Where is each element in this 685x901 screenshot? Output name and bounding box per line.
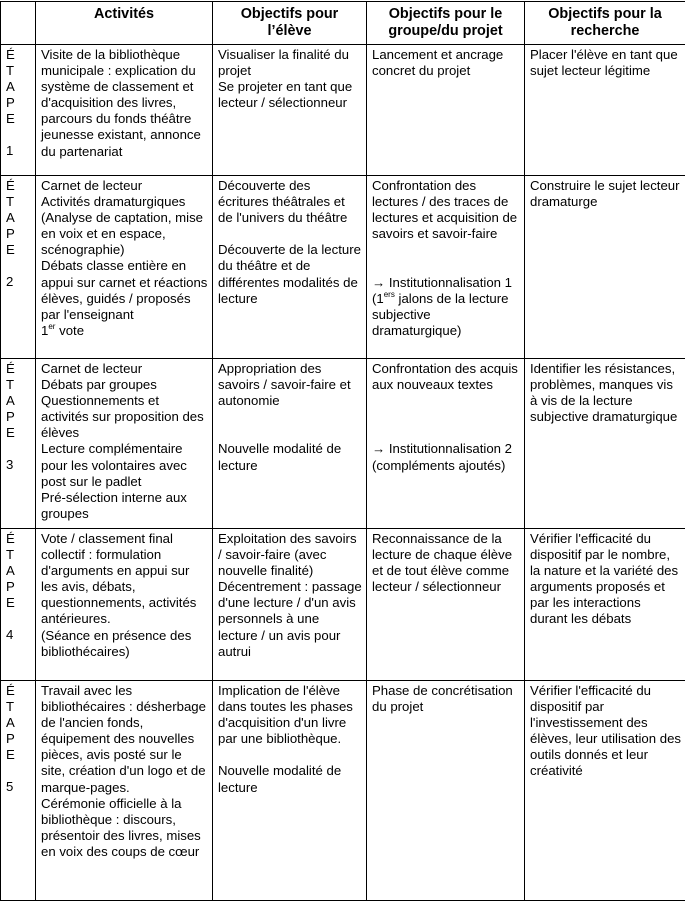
superscript: ers (384, 290, 395, 299)
paragraph-gap (218, 226, 362, 242)
cell-paragraph: Débats classe entière en appui sur carnet et réactions élèves, guidés / proposés par l'enseignant (41, 258, 208, 322)
cell-paragraph: Lancement et ancrage concret du projet (372, 47, 520, 79)
stages-table (0, 1, 685, 901)
cell-paragraph: Implication de l'élève dans toutes les phases d'acquisition d'un livre par une bibliothèque. (218, 683, 362, 747)
step-spacer (6, 763, 31, 779)
cell-paragraph (372, 291, 520, 339)
table-row (1, 529, 685, 681)
step-letter: A (6, 79, 31, 95)
cell-paragraph: Lecture complémentaire pour les volontaires avec post sur le padlet (41, 441, 208, 489)
cell-paragraph: Visualiser la finalité du projet (218, 47, 362, 79)
paragraph-gap (218, 747, 362, 763)
step-letter: É (6, 178, 31, 194)
paragraph-gap (218, 425, 362, 441)
cell-paragraph: Vote / classement final collectif : formulation d'arguments en appui sur les avis, débats, questionnements, activités antérieures. (41, 531, 208, 628)
cell-paragraph: Carnet de lecteur (41, 178, 208, 194)
step-number: 4 (6, 627, 31, 643)
step-label (1, 529, 36, 681)
superscript: er (48, 322, 55, 331)
step-label (1, 45, 36, 176)
step-label (1, 681, 36, 901)
header-step (1, 2, 36, 45)
cell-paragraph: Exploitation des savoirs / savoir-faire (avec nouvelle finalité) (218, 531, 362, 579)
cell-objectifs-recherche (525, 176, 685, 359)
step-number: 2 (6, 274, 31, 290)
step-number: 5 (6, 779, 31, 795)
text-rest: vote (55, 323, 84, 338)
step-letter: A (6, 715, 31, 731)
step-label (1, 176, 36, 359)
cell-paragraph (41, 323, 208, 339)
step-letter: P (6, 731, 31, 747)
cell-paragraph: Nouvelle modalité de lecture (218, 441, 362, 473)
cell-paragraph: Identifier les résistances, problèmes, manques vis à vis de la lecture subjective dramaturgique (530, 361, 681, 425)
step-label (1, 359, 36, 529)
step-letter: É (6, 531, 31, 547)
cell-objectifs-recherche (525, 681, 685, 901)
step-letter: P (6, 409, 31, 425)
cell-activites (36, 45, 213, 176)
cell-paragraph: → Institutionnalisation 2 (compléments ajoutés) (372, 441, 520, 473)
header-activites: Activités (36, 2, 213, 45)
step-letter: A (6, 393, 31, 409)
cell-paragraph: Se projeter en tant que lecteur / sélectionneur (218, 79, 362, 111)
step-letter: É (6, 47, 31, 63)
text-base: 1 (41, 323, 48, 338)
table-row (1, 681, 685, 901)
step-letter: E (6, 111, 31, 127)
step-spacer (6, 258, 31, 274)
step-letter: T (6, 194, 31, 210)
text-rest: jalons de la lecture subjective dramaturgique) (372, 291, 509, 338)
step-letter: E (6, 242, 31, 258)
step-letter: P (6, 226, 31, 242)
step-letter: T (6, 377, 31, 393)
cell-paragraph: Placer l'élève en tant que sujet lecteur légitime (530, 47, 681, 79)
cell-paragraph: Questionnements et activités sur proposition des élèves (41, 393, 208, 441)
cell-objectifs-recherche (525, 359, 685, 529)
step-number: 3 (6, 457, 31, 473)
cell-paragraph: Cérémonie officielle à la bibliothèque : discours, présentoir des livres, mises en voix des coups de cœur (41, 796, 208, 860)
cell-paragraph: Vérifier l'efficacité du dispositif par l'investissement des élèves, leur utilisation des outils donnés et leur créativité (530, 683, 681, 780)
cell-paragraph: Décentrement : passage d'une lecture / d'un avis personnels à une lecture / un avis pour autrui (218, 579, 362, 659)
step-letter: E (6, 425, 31, 441)
cell-paragraph: Pré-sélection interne aux groupes (41, 490, 208, 522)
cell-objectifs-recherche (525, 529, 685, 681)
cell-paragraph: → Institutionnalisation 1 (372, 275, 520, 291)
cell-paragraph: Confrontation des acquis aux nouveaux textes (372, 361, 520, 393)
cell-paragraph: Reconnaissance de la lecture de chaque élève et de tout élève comme lecteur / sélectionneur (372, 531, 520, 595)
table-row (1, 45, 685, 176)
cell-objectifs-groupe (367, 529, 525, 681)
paragraph-gap (372, 393, 520, 409)
paragraph-gap (372, 242, 520, 258)
cell-paragraph: (Séance en présence des bibliothécaires) (41, 628, 208, 660)
step-letter: P (6, 95, 31, 111)
step-spacer (6, 611, 31, 627)
cell-objectifs-groupe (367, 45, 525, 176)
cell-objectifs-recherche (525, 45, 685, 176)
step-letter: A (6, 563, 31, 579)
cell-objectifs-groupe (367, 359, 525, 529)
step-letter: P (6, 579, 31, 595)
cell-paragraph: Découverte des écritures théâtrales et de l'univers du théâtre (218, 178, 362, 226)
cell-objectifs-eleve (213, 359, 367, 529)
header-objectifs-eleve: Objectifs pour l’élève (213, 2, 367, 45)
cell-objectifs-eleve (213, 529, 367, 681)
cell-paragraph: Carnet de lecteur (41, 361, 208, 377)
step-number: 1 (6, 143, 31, 159)
cell-paragraph: Appropriation des savoirs / savoir-faire et autonomie (218, 361, 362, 409)
header-objectifs-recherche: Objectifs pour la recherche (525, 2, 685, 45)
paragraph-gap (372, 425, 520, 441)
cell-objectifs-groupe (367, 176, 525, 359)
cell-paragraph: Phase de concrétisation du projet (372, 683, 520, 715)
step-letter: A (6, 210, 31, 226)
cell-paragraph: Découverte de la lecture du théâtre et de différentes modalités de lecture (218, 242, 362, 306)
cell-paragraph: Travail avec les bibliothécaires : désherbage de l'ancien fonds, équipement des nouvelles pièces, avis posté sur le site, création d'un logo et de marque-pages. (41, 683, 208, 796)
cell-paragraph: Construire le sujet lecteur dramaturge (530, 178, 681, 210)
cell-objectifs-groupe (367, 681, 525, 901)
cell-activites (36, 176, 213, 359)
step-letter: T (6, 699, 31, 715)
cell-activites (36, 681, 213, 901)
paragraph-gap (218, 409, 362, 425)
step-letter: T (6, 547, 31, 563)
cell-objectifs-eleve (213, 176, 367, 359)
step-letter: T (6, 63, 31, 79)
cell-paragraph: Activités dramaturgiques (Analyse de captation, mise en voix et en espace, scénographie) (41, 194, 208, 258)
step-letter: E (6, 747, 31, 763)
step-letter: É (6, 361, 31, 377)
header-objectifs-groupe: Objectifs pour le groupe/du projet (367, 2, 525, 45)
step-letter: É (6, 683, 31, 699)
cell-activites (36, 529, 213, 681)
table-row (1, 176, 685, 359)
cell-objectifs-eleve (213, 681, 367, 901)
text-base: (1 (372, 291, 384, 306)
cell-paragraph: Visite de la bibliothèque municipale : explication du système de classement et d'acquisition des livres, parcours du fonds théâtre jeunesse existant, annonce du partenariat (41, 47, 208, 160)
cell-paragraph: Confrontation des lectures / des traces de lectures et acquisition de savoirs et savoir-faire (372, 178, 520, 242)
cell-objectifs-eleve (213, 45, 367, 176)
table-row (1, 359, 685, 529)
cell-paragraph: Débats par groupes (41, 377, 208, 393)
cell-paragraph: Nouvelle modalité de lecture (218, 763, 362, 795)
paragraph-gap (372, 409, 520, 425)
step-letter: E (6, 595, 31, 611)
header-row (1, 2, 685, 45)
step-spacer (6, 127, 31, 143)
step-spacer (6, 441, 31, 457)
cell-activites (36, 359, 213, 529)
paragraph-gap (372, 258, 520, 274)
cell-paragraph: Vérifier l'efficacité du dispositif par le nombre, la nature et la variété des arguments proposés et par les interactions durant les débats (530, 531, 681, 628)
